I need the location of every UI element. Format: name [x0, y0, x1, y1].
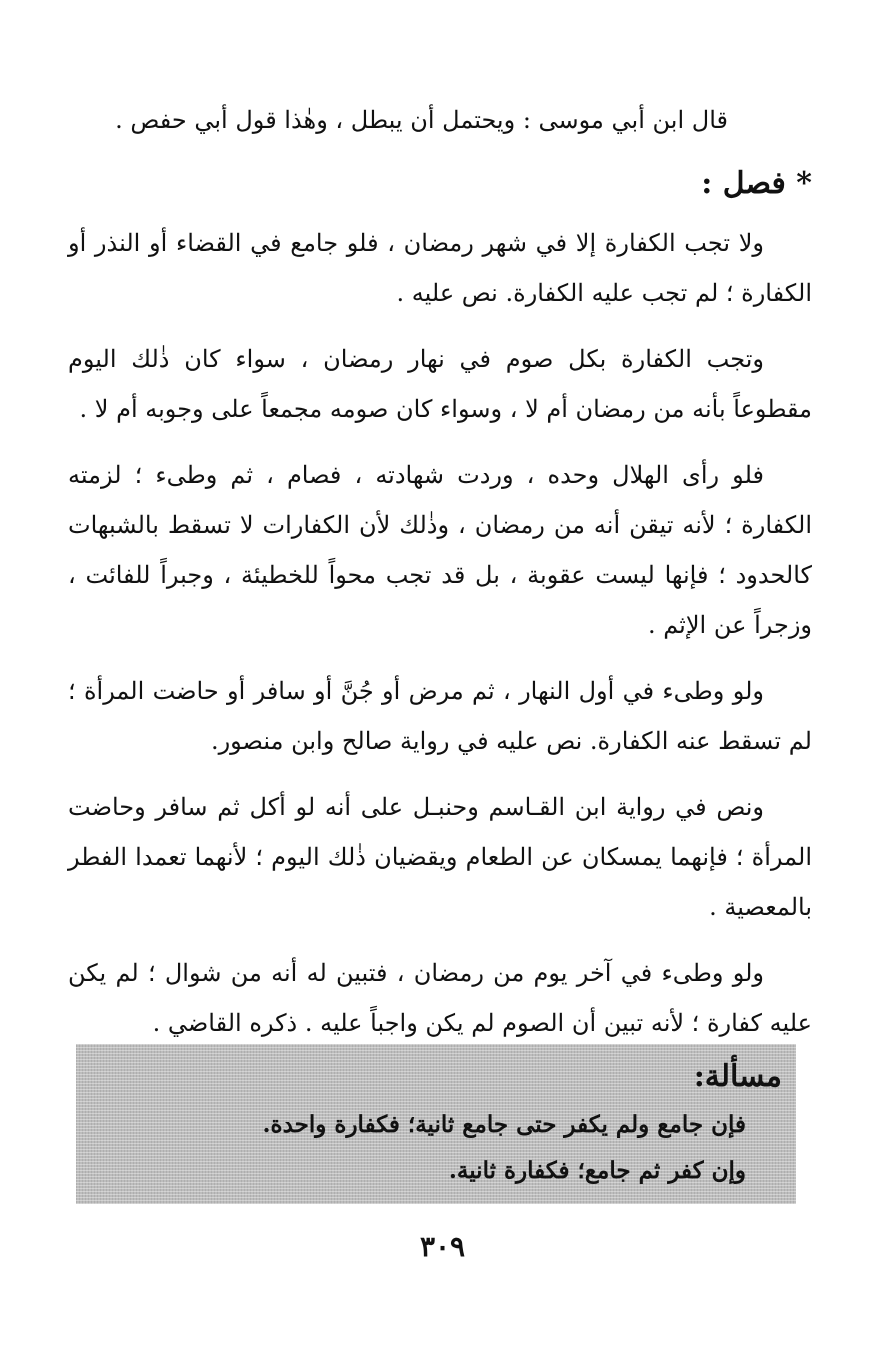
section-heading: * فصل :: [701, 166, 812, 201]
paragraph-5: ونص في رواية ابن القـاسم وحنبـل على أنه لو أكل ثم سافر وحاضت المرأة ؛ فإنهما يمسكان عن الطعام ويقضيان ذٰلك اليوم ؛ لأنهما تعمدا الفطر بالمعصية .: [68, 793, 812, 921]
page-number: ٣٠٩: [419, 1230, 466, 1263]
paragraph-6: ولو وطىء في آخر يوم من رمضان ، فتبين له أنه من شوال ؛ لم يكن عليه كفارة ؛ لأنه تبين أن الصوم لم يكن واجباً عليه . ذكره القاضي .: [68, 959, 812, 1037]
paragraph-2: وتجب الكفارة بكل صوم في نهار رمضان ، سواء كان ذٰلك اليوم مقطوعاً بأنه من رمضان أم لا ، وسواء كان صومه مجمعاً على وجوبه أم لا .: [68, 345, 812, 423]
opening-line: قال ابن أبي موسى : ويحتمل أن يبطل ، وهٰذا قول أبي حفص .: [115, 106, 728, 134]
issue-box: [76, 1044, 796, 1204]
paragraph-1: ولا تجب الكفارة إلا في شهر رمضان ، فلو جامع في القضاء أو النذر أو الكفارة ؛ لم تجب عليه الكفارة. نص عليه .: [68, 229, 812, 307]
paragraph-3: فلو رأى الهلال وحده ، وردت شهادته ، فصام ، ثم وطىء ؛ لزمته الكفارة ؛ لأنه تيقن أنه من رمضان ، وذٰلك لأن الكفارات لا تسقط بالشبهات كالحدود ؛ فإنها ليست عقوبة ، بل قد تجب محواً للخطيئة ، وجبراً للفائت ، وزجراً عن الإثم .: [68, 461, 812, 639]
issue-title: مسألة:: [693, 1059, 782, 1094]
issue-line-2: وإن كفر ثم جامع؛ فكفارة ثانية.: [448, 1157, 746, 1184]
page-body: [68, 92, 812, 1064]
paragraph-4: ولو وطىء في أول النهار ، ثم مرض أو جُنَّ أو سافر أو حاضت المرأة ؛ لم تسقط عنه الكفارة. نص عليه في رواية صالح وابن منصور.: [68, 677, 812, 755]
issue-line-1: فإن جامع ولم يكفر حتى جامع ثانية؛ فكفارة واحدة.: [262, 1111, 746, 1138]
